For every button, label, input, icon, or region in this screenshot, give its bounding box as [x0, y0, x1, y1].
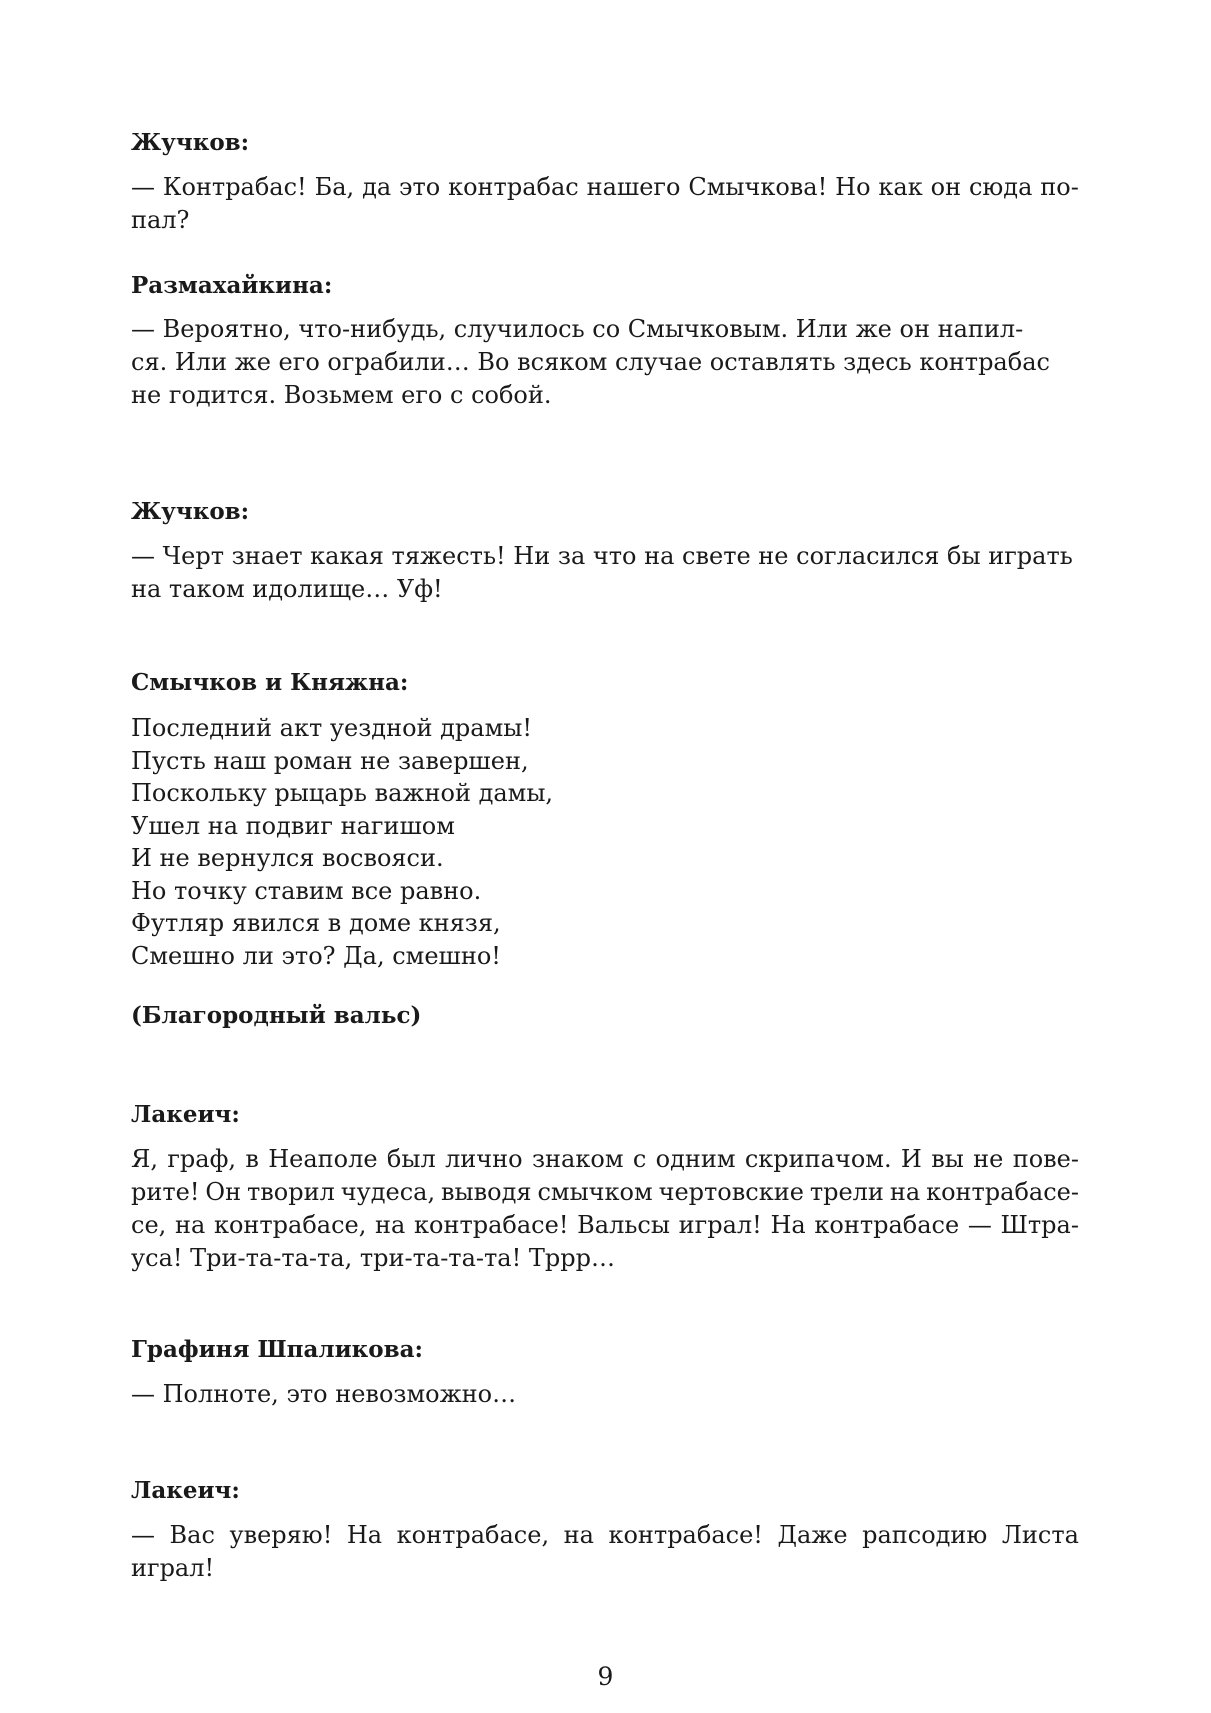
word: на: [174, 1211, 206, 1239]
word: вы: [931, 1145, 964, 1173]
word: творил: [247, 1178, 335, 1206]
text-line: пал?: [131, 206, 190, 234]
page-number: 9: [597, 1662, 614, 1691]
word: это: [399, 173, 441, 201]
word: на: [563, 1521, 594, 1549]
text-line: [131, 1519, 1079, 1552]
word: контрабасе,: [213, 1211, 367, 1239]
dialogue-text: [131, 204, 1079, 237]
text-line: — Черт знает какая тяжесть! Ни за что на свете не согласился бы играть: [131, 542, 1073, 570]
dialogue-text: [131, 1242, 1079, 1275]
word: Он: [205, 1178, 242, 1206]
word: по-: [1040, 173, 1079, 201]
word: как: [878, 173, 923, 201]
text-line: уса! Три-та-та-та, три-та-та-та! Тррр…: [131, 1244, 615, 1272]
word: контрабасе-: [926, 1178, 1079, 1206]
word: Вас: [169, 1521, 215, 1549]
stage-direction: (Благородный вальс): [131, 1002, 422, 1029]
dialogue-text: [131, 1519, 1079, 1552]
word: он: [930, 173, 962, 201]
text-line: не годится. Возьмем его с собой.: [131, 381, 552, 409]
word: Я,: [131, 1145, 159, 1173]
speaker-name: Лакеич:: [131, 1477, 240, 1504]
stage-direction-block: [131, 1000, 1079, 1032]
word: Контрабас!: [162, 173, 307, 201]
word: контрабасе,: [396, 1521, 550, 1549]
verse-line: И не вернулся восвояси.: [131, 844, 444, 872]
speaker-name: Жучков:: [131, 129, 250, 156]
word: сюда: [968, 173, 1033, 201]
word: На: [346, 1521, 383, 1549]
text-line: ся. Или же его ограбили… Во всяком случае оставлять здесь контрабас: [131, 348, 1050, 376]
dialogue-block: [131, 127, 1079, 159]
verse-line: Смешно ли это? Да, смешно!: [131, 941, 501, 970]
word: трели: [809, 1178, 884, 1206]
text-line: [131, 171, 1079, 204]
word: пове-: [1012, 1145, 1079, 1173]
word: И: [900, 1145, 922, 1173]
word: знаком: [531, 1145, 624, 1173]
word: выводя: [441, 1178, 532, 1206]
text-line: [131, 1176, 1079, 1209]
word: на: [889, 1178, 921, 1206]
dialogue-text: [131, 313, 1079, 412]
word: се,: [131, 1211, 167, 1239]
word: Листа: [1001, 1521, 1079, 1549]
word: был: [386, 1145, 436, 1173]
word: граф,: [167, 1145, 237, 1173]
word: рите!: [131, 1178, 200, 1206]
speaker-name: Лакеич:: [131, 1101, 240, 1128]
word: Неаполе: [268, 1145, 378, 1173]
word: чертовские: [658, 1178, 804, 1206]
dialogue-block: [131, 1334, 1079, 1366]
text-line: [131, 1209, 1079, 1242]
text-line: [131, 1143, 1079, 1176]
word: контрабас: [448, 173, 579, 201]
verse-line: Футляр явился в доме князя,: [131, 909, 501, 937]
dialogue-text: [131, 1552, 1079, 1585]
dialogue-text: [131, 1209, 1079, 1242]
speaker-name: Смычков и Княжна:: [131, 669, 409, 696]
word: контрабасе: [814, 1211, 960, 1239]
speaker-name: Графиня Шпаликова:: [131, 1336, 424, 1363]
verse-line: Последний акт уездной драмы!: [131, 714, 533, 742]
word: —: [131, 173, 155, 201]
text-line: играл!: [131, 1554, 215, 1582]
word: Смычкова!: [688, 173, 828, 201]
word: контрабасе!: [608, 1521, 763, 1549]
word: одним: [655, 1145, 736, 1173]
word: —: [131, 1521, 155, 1549]
word: на: [375, 1211, 406, 1239]
word: —: [967, 1211, 992, 1239]
dialogue-text: [131, 1143, 1079, 1176]
dialogue-text: [131, 171, 1079, 204]
speaker-name: Жучков:: [131, 498, 250, 525]
dialogue-block: [131, 270, 1079, 302]
word: нашего: [586, 173, 681, 201]
word: Ба,: [314, 173, 355, 201]
dialogue-text: [131, 1378, 1079, 1411]
dialogue-text: [131, 1176, 1079, 1209]
word: да: [362, 173, 392, 201]
speaker-name: Размахайкина:: [131, 272, 333, 299]
dialogue-block: [131, 1475, 1079, 1507]
text-line: — Вероятно, что-нибудь, случилось со Смычковым. Или же он напил-: [131, 315, 1024, 343]
word: не: [973, 1145, 1004, 1173]
dialogue-block: [131, 667, 1079, 699]
word: Но: [835, 173, 871, 201]
word: чудеса,: [340, 1178, 436, 1206]
dialogue-block: [131, 1099, 1079, 1131]
word: играл!: [678, 1211, 762, 1239]
word: Даже: [777, 1521, 848, 1549]
word: в: [245, 1145, 259, 1173]
verse-line: Поскольку рыцарь важной дамы,: [131, 779, 554, 807]
verse-text: [131, 712, 1079, 972]
text-line: — Полноте, это невозможно…: [131, 1380, 517, 1408]
word: с: [632, 1145, 647, 1173]
word: Штра-: [1000, 1211, 1079, 1239]
text-line: на таком идолище… Уф!: [131, 575, 443, 603]
word: лично: [445, 1145, 523, 1173]
dialogue-block: [131, 496, 1079, 528]
word: контрабасе!: [414, 1211, 569, 1239]
verse-line: Пусть наш роман не завершен,: [131, 746, 529, 775]
word: смычком: [537, 1178, 653, 1206]
verse-line: Но точку ставим все равно.: [131, 876, 482, 905]
word: Вальсы: [577, 1211, 670, 1239]
word: рапсодию: [862, 1521, 988, 1549]
word: скрипачом.: [744, 1145, 892, 1173]
word: На: [770, 1211, 806, 1239]
dialogue-text: [131, 540, 1079, 606]
verse-line: Ушел на подвиг нагишом: [131, 811, 455, 840]
word: уверяю!: [229, 1521, 333, 1549]
